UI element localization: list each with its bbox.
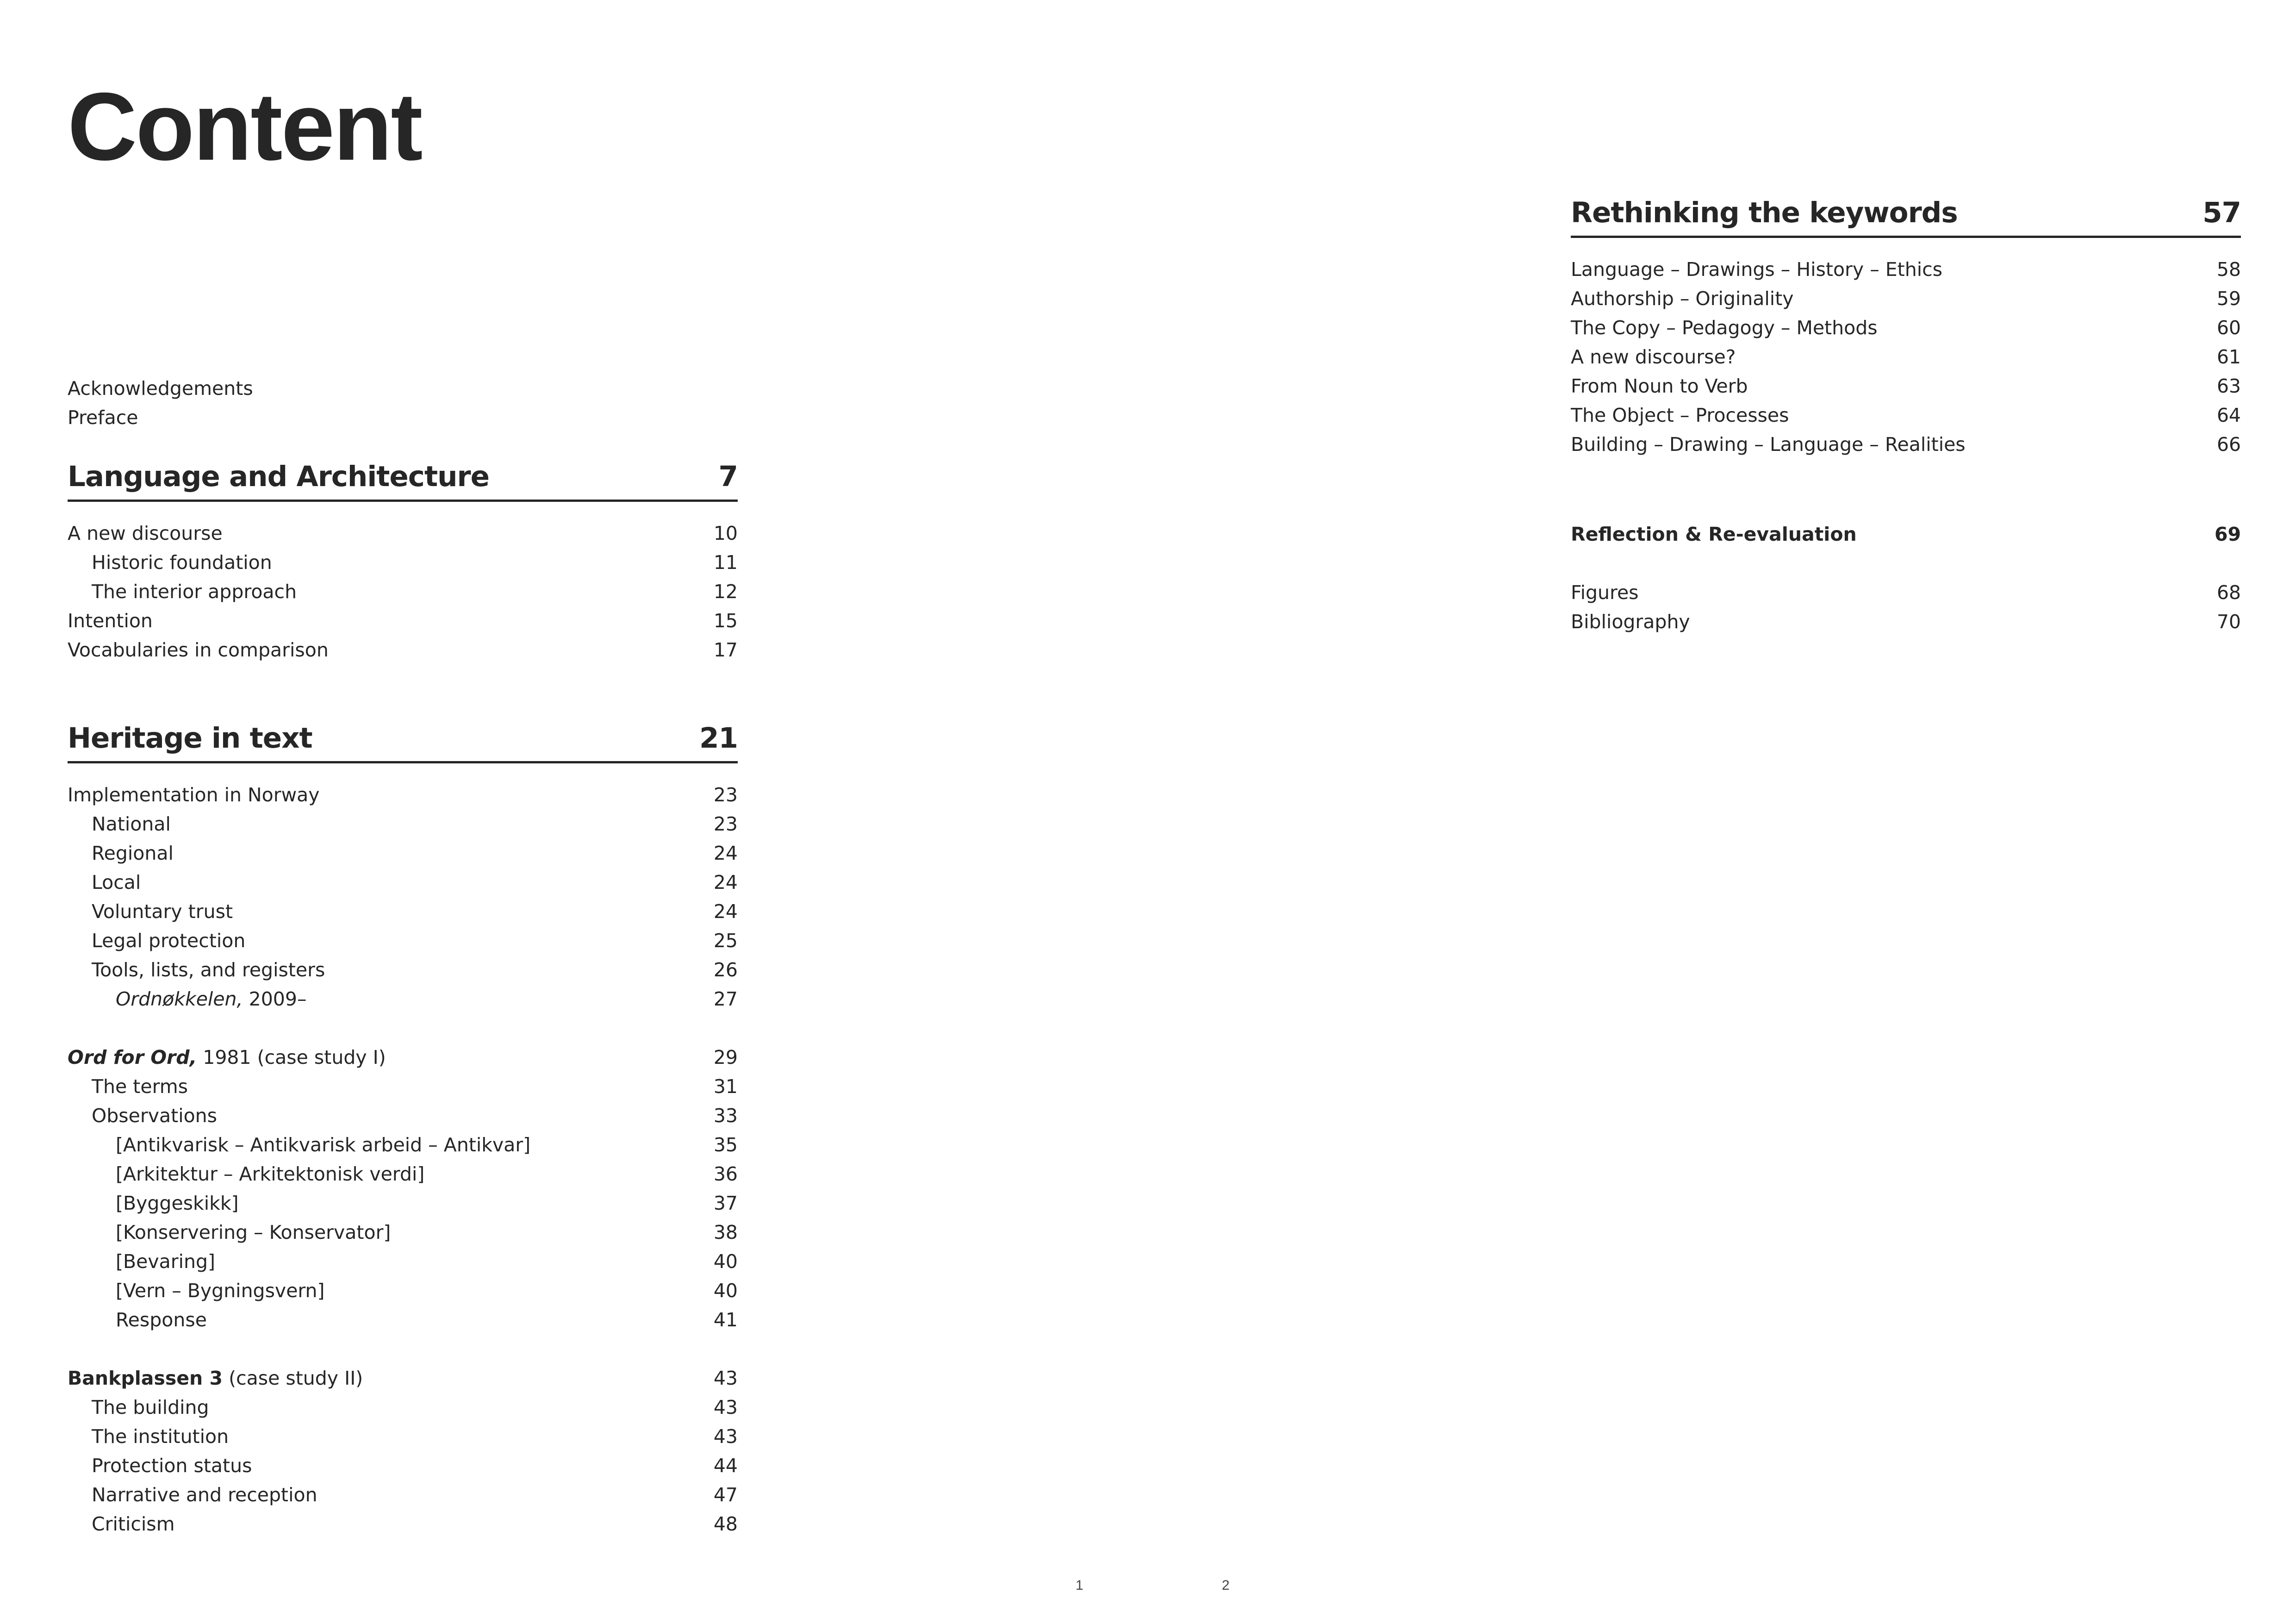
- toc-entry[interactable]: [Konservering – Konservator] 38: [116, 1221, 738, 1243]
- toc-entry[interactable]: Intention 15: [68, 610, 738, 632]
- toc-entry-acknowledgements[interactable]: Acknowledgements: [68, 377, 253, 400]
- toc-entry[interactable]: Protection status 44: [92, 1455, 738, 1477]
- toc-entry[interactable]: Tools, lists, and registers 26: [92, 959, 738, 981]
- toc-entry-case-study-1[interactable]: Ord for Ord, 1981 (case study I) 29: [68, 1046, 738, 1068]
- toc-entry[interactable]: Observations 33: [92, 1105, 738, 1127]
- toc-entry[interactable]: Criticism 48: [92, 1513, 738, 1535]
- toc-entry[interactable]: A new discourse 10: [68, 522, 738, 544]
- section-heading[interactable]: [68, 720, 738, 763]
- toc-entry[interactable]: The building 43: [92, 1396, 738, 1418]
- toc-entry[interactable]: [Byggeskikk] 37: [116, 1192, 738, 1214]
- toc-entry[interactable]: Response 41: [116, 1309, 738, 1331]
- toc-entry-figures[interactable]: Figures 68: [1571, 581, 2241, 604]
- toc-entry[interactable]: The Object – Processes 64: [1571, 404, 2241, 426]
- toc-entry-preface[interactable]: Preface: [68, 406, 138, 429]
- section-language-and-architecture: [68, 458, 738, 668]
- section-rethinking-the-keywords: [1571, 194, 2241, 462]
- toc-entry[interactable]: [Antikvarisk – Antikvarisk arbeid – Antikvar] 35: [116, 1134, 738, 1156]
- section-title: Rethinking the keywords: [1571, 196, 1958, 229]
- section-page: 57: [2203, 196, 2241, 229]
- toc-entry[interactable]: National 23: [92, 813, 738, 835]
- toc-entry[interactable]: [Bevaring] 40: [116, 1250, 738, 1273]
- section-title: Language and Architecture: [68, 460, 489, 493]
- toc-entry[interactable]: Language – Drawings – History – Ethics 58: [1571, 258, 2241, 281]
- toc-entry[interactable]: Vocabularies in comparison 17: [68, 639, 738, 661]
- toc-entry-bibliography[interactable]: Bibliography 70: [1571, 611, 2241, 633]
- section-heading[interactable]: [68, 458, 738, 502]
- spacer: [68, 1017, 738, 1046]
- section-page: 7: [718, 460, 738, 493]
- toc-entry[interactable]: Narrative and reception 47: [92, 1484, 738, 1506]
- toc-entry[interactable]: Regional 24: [92, 842, 738, 864]
- spacer: [68, 1338, 738, 1367]
- toc-entry[interactable]: Building – Drawing – Language – Realities 66: [1571, 433, 2241, 456]
- toc-entry[interactable]: The Copy – Pedagogy – Methods 60: [1571, 317, 2241, 339]
- section-title: Heritage in text: [68, 722, 312, 755]
- toc-entry[interactable]: Ordnøkkelen, 2009– 27: [116, 988, 738, 1010]
- toc-entry[interactable]: The terms 31: [92, 1075, 738, 1098]
- toc-entry[interactable]: Historic foundation 11: [92, 551, 738, 574]
- toc-entry[interactable]: The institution 43: [92, 1425, 738, 1448]
- toc-entry[interactable]: From Noun to Verb 63: [1571, 375, 2241, 397]
- reflection-block: [1571, 523, 2241, 552]
- page-number-right: 2: [1222, 1578, 1230, 1593]
- toc-entry-case-study-2[interactable]: Bankplassen 3 (case study II) 43: [68, 1367, 738, 1389]
- toc-entry[interactable]: A new discourse? 61: [1571, 346, 2241, 368]
- toc-entry[interactable]: [Vern – Bygningsvern] 40: [116, 1280, 738, 1302]
- toc-entry[interactable]: Local 24: [92, 871, 738, 893]
- back-matter: [1571, 581, 2241, 640]
- section-page: 21: [699, 722, 738, 755]
- toc-entry[interactable]: Implementation in Norway 23: [68, 784, 738, 806]
- page-title: Content: [68, 73, 422, 181]
- section-heading[interactable]: [1571, 194, 2241, 238]
- section-heritage-in-text: [68, 720, 738, 1542]
- toc-entry-reflection[interactable]: Reflection & Re-evaluation 69: [1571, 523, 2241, 545]
- toc-entry[interactable]: The interior approach 12: [92, 581, 738, 603]
- toc-entry[interactable]: Authorship – Originality 59: [1571, 287, 2241, 310]
- front-matter: [68, 377, 738, 436]
- toc-entry[interactable]: Voluntary trust 24: [92, 900, 738, 923]
- toc-entry[interactable]: Legal protection 25: [92, 930, 738, 952]
- page-number-left: 1: [1076, 1578, 1083, 1593]
- toc-entry[interactable]: [Arkitektur – Arkitektonisk verdi] 36: [116, 1163, 738, 1185]
